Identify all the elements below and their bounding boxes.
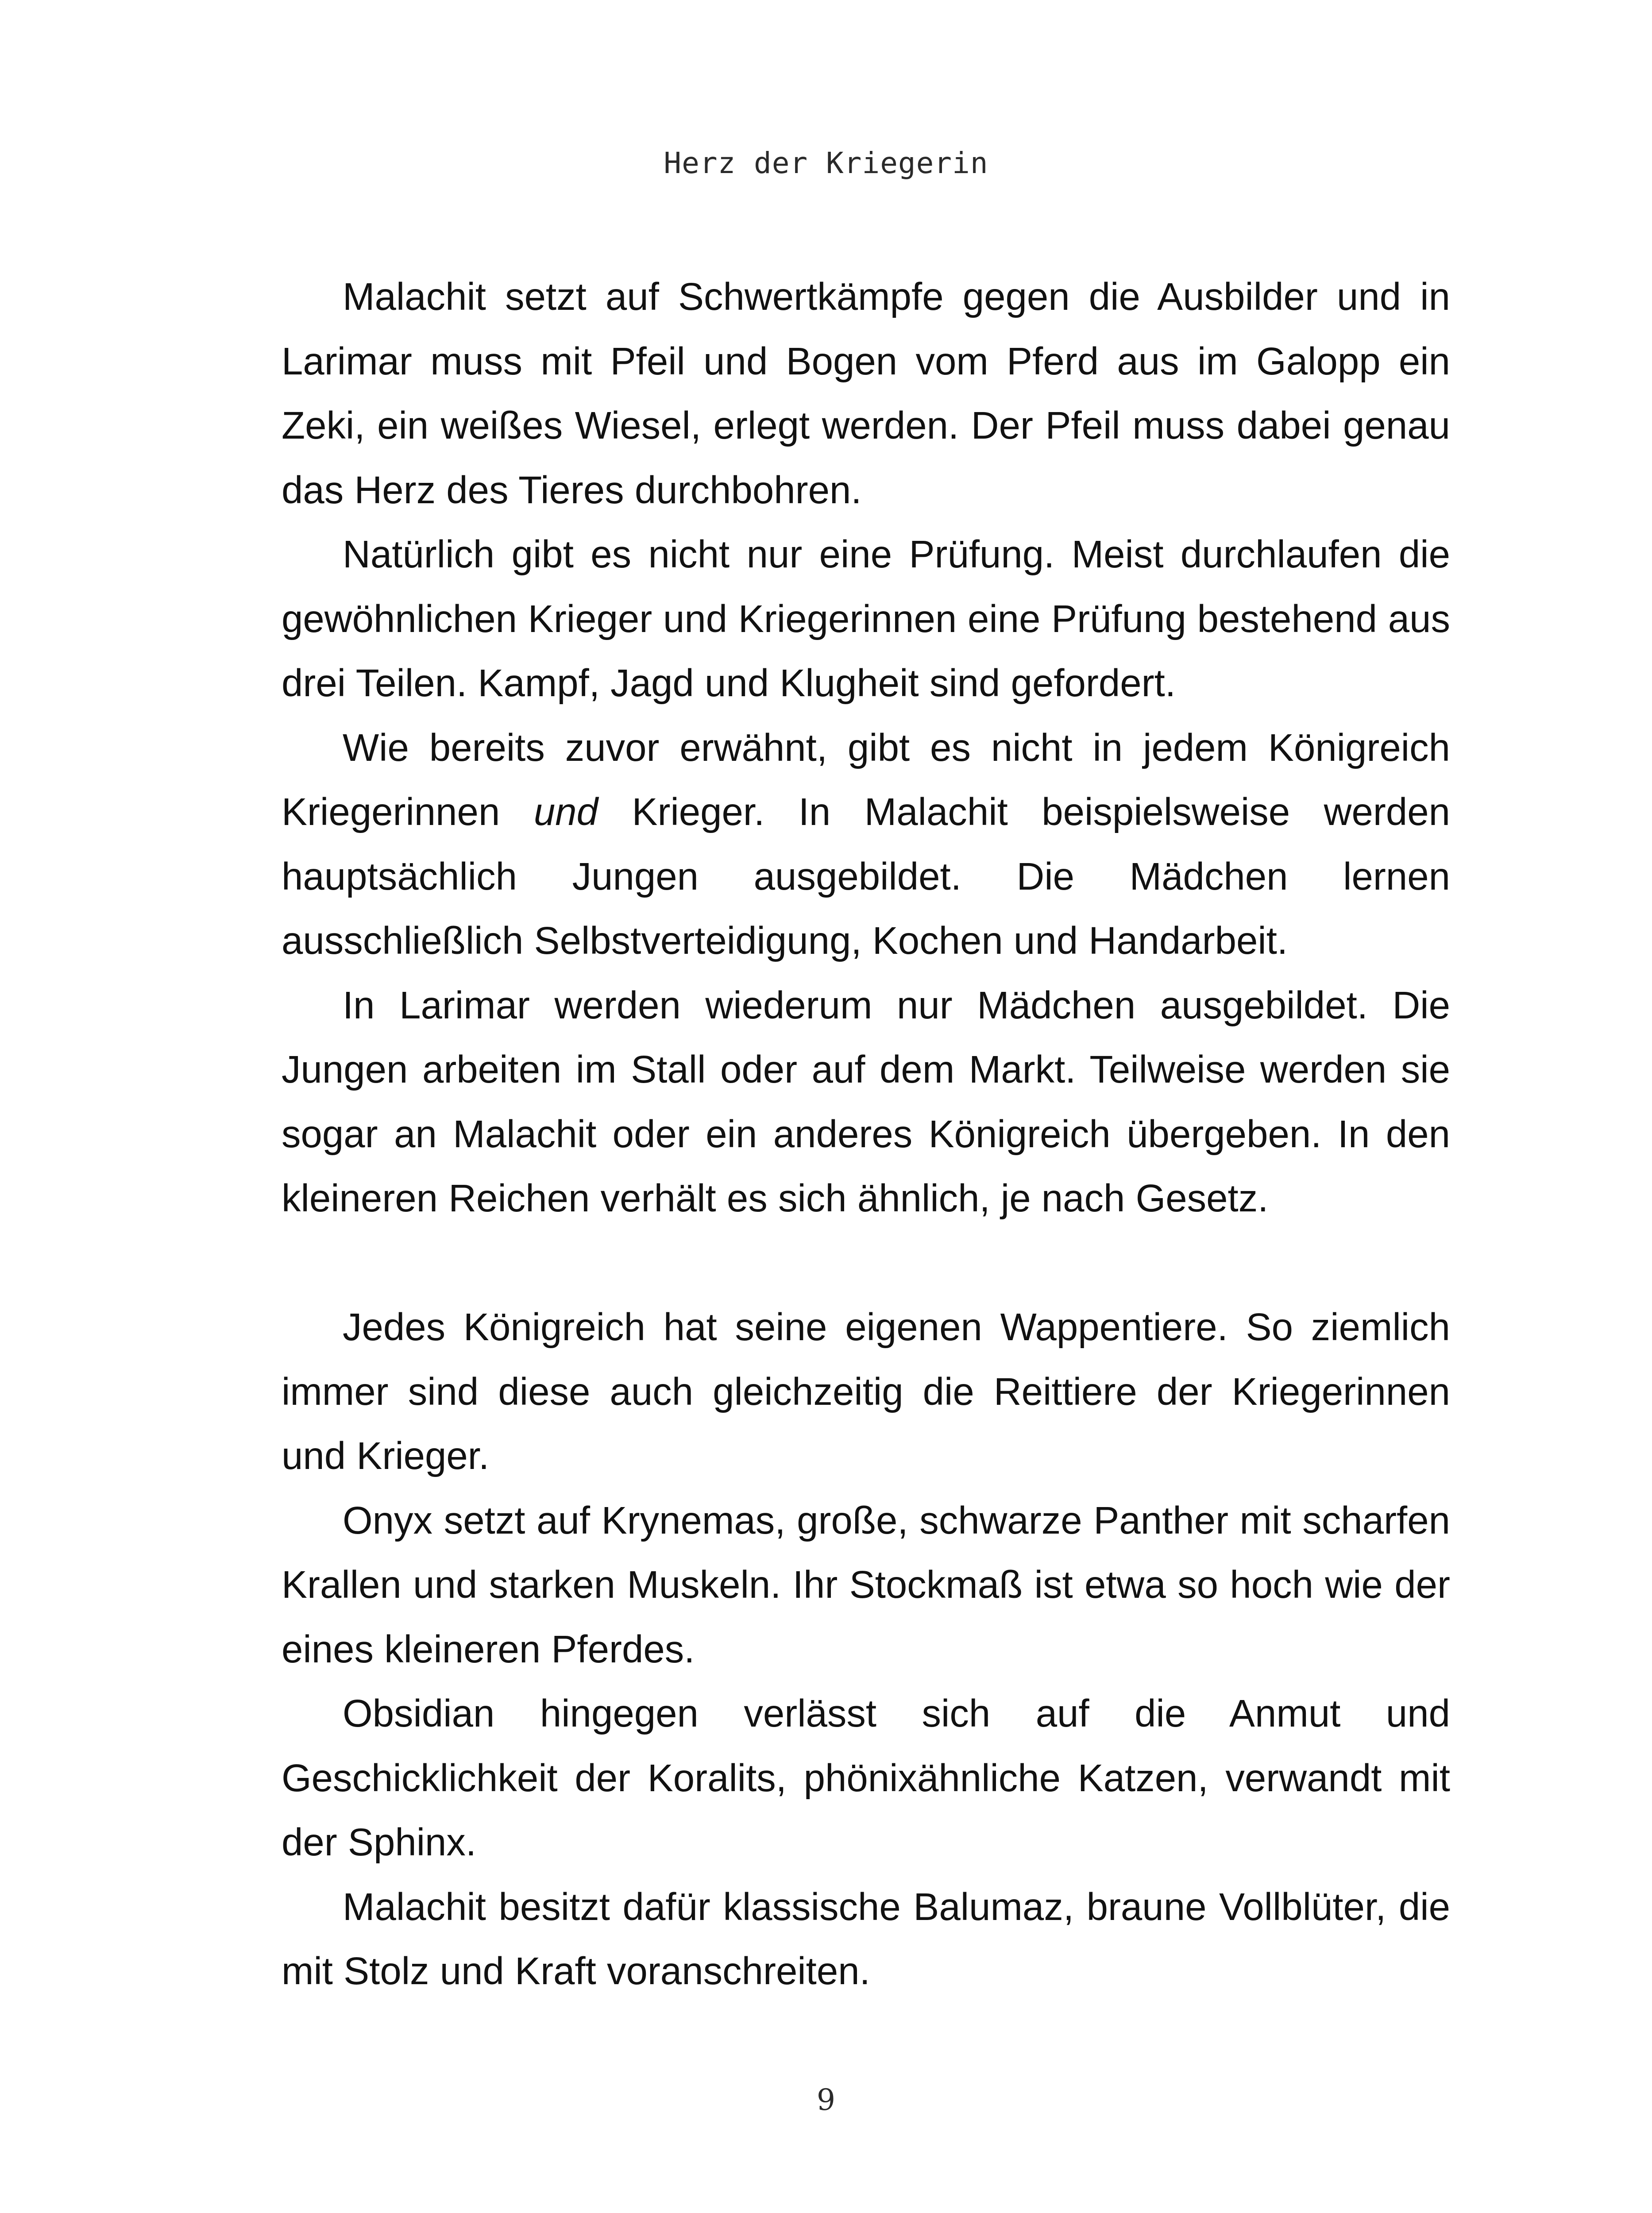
- paragraph: [282, 716, 1450, 973]
- running-header: Herz der Kriegerin: [664, 146, 988, 180]
- body-text: [282, 265, 1450, 2004]
- paragraph: Jedes Königreich hat seine eigenen Wappentiere. So ziemlich immer sind diese auch gleichzeitig die Reittiere der Kriegerinnen und Krieger.: [282, 1306, 1450, 1477]
- paragraph: Malachit setzt auf Schwertkämpfe gegen die Ausbilder und in Larimar muss mit Pfeil und Bogen vom Pferd aus im Galopp ein Zeki, ein weißes Wiesel, erlegt werden. Der Pfeil muss dabei genau das Herz des Tieres durchbohren.: [282, 275, 1450, 512]
- paragraph-text: Wie bereits zuvor erwähnt, gibt es nicht in jedem Königreich Kriegerinnen: [282, 726, 1450, 833]
- emphasis-text: und: [533, 790, 598, 833]
- paragraph-text: Krieger. In Malachit beispielsweise werden hauptsächlich Jungen ausgebildet. Die Mädchen lernen ausschließlich Selbstverteidigung, Kochen und Handarbeit.: [282, 790, 1450, 962]
- paragraph: In Larimar werden wiederum nur Mädchen ausgebildet. Die Jungen arbeiten im Stall oder auf dem Markt. Teilweise werden sie sogar an Malachit oder ein anderes Königreich übergeben. In den kleineren Reichen verhält es sich ähnlich, je nach Gesetz.: [282, 983, 1450, 1220]
- paragraph: Natürlich gibt es nicht nur eine Prüfung. Meist durchlaufen die gewöhnlichen Krieger und Kriegerinnen eine Prüfung bestehend aus drei Teilen. Kampf, Jagd und Klugheit sind gefordert.: [282, 533, 1450, 705]
- page-number: 9: [817, 2083, 835, 2117]
- paragraph: Obsidian hingegen verlässt sich auf die Anmut und Geschicklichkeit der Koralits, phönixähnliche Katzen, verwandt mit der Sphinx.: [282, 1692, 1450, 1864]
- paragraph: Onyx setzt auf Krynemas, große, schwarze Panther mit scharfen Krallen und starken Muskeln. Ihr Stockmaß ist etwa so hoch wie der eines kleineren Pferdes.: [282, 1499, 1450, 1671]
- paragraph: Malachit besitzt dafür klassische Balumaz, braune Vollblüter, die mit Stolz und Kraft voranschreiten.: [282, 1885, 1450, 1993]
